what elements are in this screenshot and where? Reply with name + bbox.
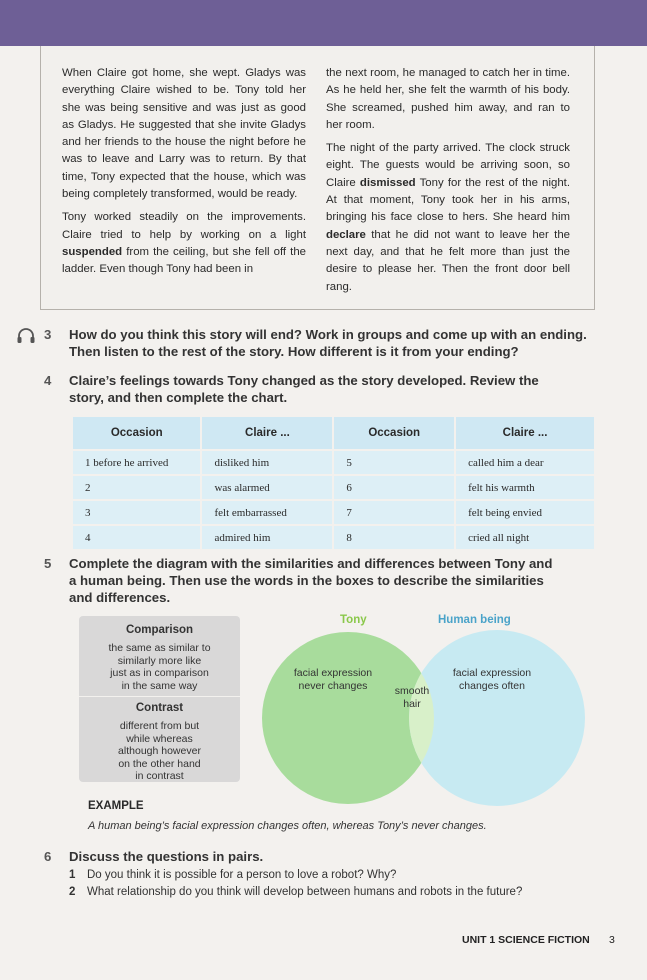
vocab-word: declare [326, 228, 366, 241]
chart-row [73, 500, 594, 525]
chart-header: Claire ... [201, 417, 333, 450]
chart-cell: felt his warmth [455, 475, 594, 500]
header-band [0, 0, 647, 46]
chart-cell: felt embarrassed [201, 500, 333, 525]
question-4: 4 Claire’s feelings towards Tony changed as the story developed. Review the story, and then complete the chart. [44, 373, 539, 405]
chart-row [73, 450, 594, 475]
discussion-item: 1 Do you think it is possible for a person to love a robot? Why? [69, 869, 397, 881]
comparison-line: similarly more like [117, 654, 202, 667]
chart-cell: called him a dear [455, 450, 594, 475]
chart-cell: 7 [333, 500, 455, 525]
venn-text-tony: facial expression never changes [293, 667, 373, 692]
example-text: A human being’s facial expression changes often, whereas Tony’s never changes. [88, 820, 487, 832]
contrast-line: different from but [119, 720, 200, 733]
contrast-line: although however [118, 745, 201, 758]
story-paragraph: Tony worked steadily on the improvements. Claire tried to help by working on a light suspended from the ceiling, but she fell off the ladder. Even though Tony had been in [62, 211, 306, 276]
chart-header-row [73, 417, 594, 450]
chart-cell: 8 [333, 525, 455, 549]
footer-unit: UNIT 1 SCIENCE FICTION [462, 934, 590, 946]
venn-label-human: Human being [438, 614, 511, 626]
comparison-line: just as in comparison [110, 667, 209, 680]
venn-diagram [262, 628, 587, 808]
venn-circle-tony [262, 632, 434, 804]
venn-text-shared: smooth hair [394, 685, 430, 710]
contrast-line: while whereas [126, 732, 193, 745]
contrast-line: in contrast [135, 770, 184, 783]
chart-cell: 5 [333, 450, 455, 475]
comparison-line: the same as similar to [108, 642, 211, 655]
chart-cell: disliked him [201, 450, 333, 475]
contrast-line: on the other hand [118, 757, 201, 770]
question-6: 6 Discuss the questions in pairs. [44, 849, 264, 864]
discussion-item: 2 What relationship do you think will develop between humans and robots in the future? [69, 886, 523, 898]
chart-header: Occasion [73, 417, 201, 450]
story-column-1 [62, 65, 306, 285]
page-number: 3 [609, 934, 615, 946]
chart-row [73, 525, 594, 549]
chart-cell: 1 before he arrived [73, 450, 201, 475]
vocab-word: suspended [62, 245, 123, 258]
chart-cell: felt being envied [455, 500, 594, 525]
chart-header: Claire ... [455, 417, 594, 450]
comparison-line: in the same way [121, 679, 198, 692]
story-paragraph: the next room, he managed to catch her in time. As he held her, she felt the warmth of his body. She screamed, pushed him away, and ran to her room. [326, 67, 570, 131]
question-3: 3 How do you think this story will end? Work in groups and come up with an ending. Then listen to the rest of the story. How different is it from your ending? [44, 327, 587, 359]
chart-header: Occasion [333, 417, 455, 450]
contrast-title: Contrast [135, 702, 184, 714]
venn-circle-human [409, 630, 585, 806]
question-5: 5 Complete the diagram with the similarities and differences between Tony and a human being. Then use the words in the boxes to describe the similarities and differences. [44, 556, 553, 605]
chart-cell: was alarmed [201, 475, 333, 500]
venn-label-tony: Tony [340, 614, 367, 626]
comparison-title: Comparison [125, 624, 194, 636]
chart-row [73, 475, 594, 500]
vocab-word: dismissed [359, 176, 416, 189]
comparison-box [79, 616, 240, 696]
feelings-chart [73, 417, 594, 549]
chart-cell: cried all night [455, 525, 594, 549]
story-excerpt-box [40, 46, 595, 310]
example-heading: EXAMPLE [88, 800, 144, 812]
story-column-2 [326, 65, 570, 302]
chart-cell: 2 [73, 475, 201, 500]
story-paragraph: The night of the party arrived. The clock struck eight. The guests would be arriving soon, so Claire dismissed Tony for the rest of the night. At that moment, Tony took her in his arms, bringing his face close to hers. She heard him declare that he did not want to leave her the next day, and that he felt more than just the desire to please her. Then the front door bell rang. [326, 142, 570, 293]
chart-cell: 3 [73, 500, 201, 525]
chart-cell: 4 [73, 525, 201, 549]
venn-text-human: facial expression changes often [452, 667, 532, 692]
chart-cell: 6 [333, 475, 455, 500]
contrast-box [79, 697, 240, 782]
chart-cell: admired him [201, 525, 333, 549]
story-paragraph: When Claire got home, she wept. Gladys was everything Claire wished to be. Tony told her she was being sensitive and was just as good as Gladys. He suggested that she invite Gladys and her friends to the house the night before he was to leave and Larry was to return. By that time, Tony expected that the house, which was being completely transformed, would be ready. [62, 67, 306, 201]
headphones-icon[interactable] [16, 327, 36, 345]
